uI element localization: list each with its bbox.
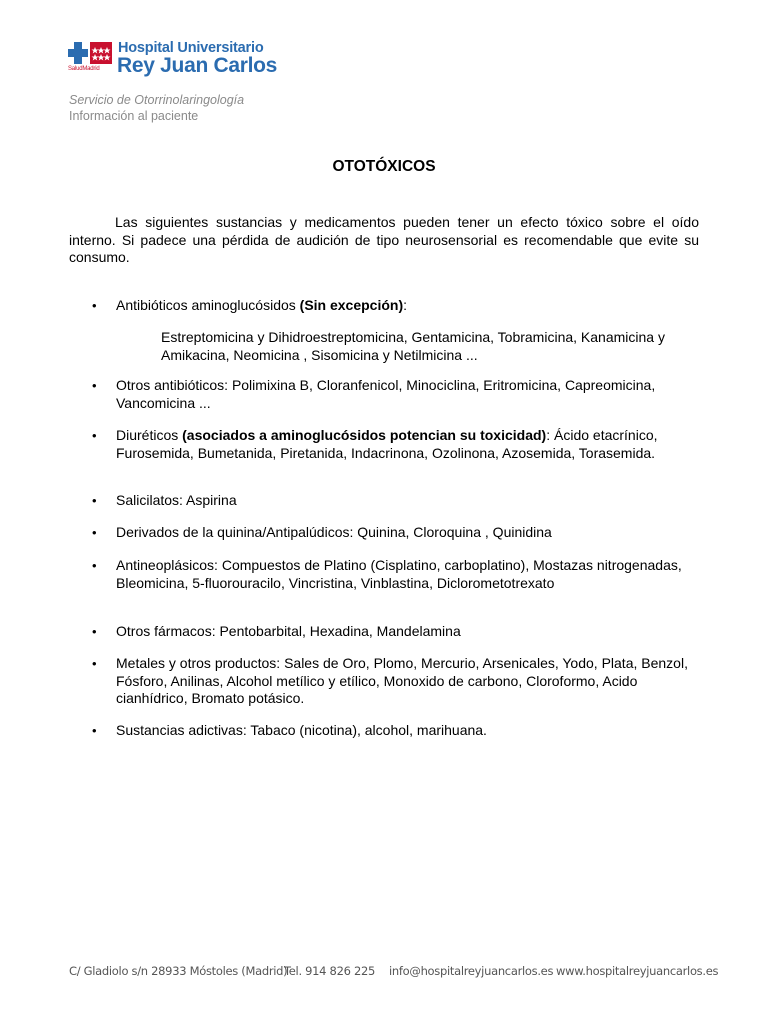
item-text: Antibióticos aminoglucósidos (116, 297, 300, 313)
item-text: : Ácido etacrínico, Furosemida, Bumetanida, Piretanida, Indacrinona, Ozolinona, Azosemida, Torasemida. (116, 427, 658, 461)
footer-website: www.hospitalreyjuancarlos.es (556, 964, 719, 978)
bullet: • (92, 624, 97, 639)
list-item: Metales y otros productos: Sales de Oro, Plomo, Mercurio, Arsenicales, Yodo, Plata, Benzol, Fósforo, Anilinas, Alcohol metílico y etílico, Monoxido de carbono, Cloroformo, Acido cianhídrico, Bromato potásico. (116, 655, 688, 706)
list-item: Salicilatos: Aspirina (116, 492, 237, 508)
info-label: Información al paciente (69, 109, 199, 123)
footer-address: C/ Gladiolo s/n 28933 Móstoles (Madrid) (69, 964, 288, 978)
list-item: Derivados de la quinina/Antipalúdicos: Quinina, Cloroquina , Quinidina (116, 524, 552, 540)
bullet: • (92, 558, 97, 573)
list-item: Otros antibióticos: Polimixina B, Cloranfenicol, Minociclina, Eritromicina, Capreomicina, Vancomicina ... (116, 377, 656, 411)
item-text: Diuréticos (116, 427, 183, 443)
logo-subtitle: SaludMadrid (68, 66, 100, 72)
item-emphasis: (Sin excepción) (299, 297, 404, 313)
list-item (116, 427, 711, 462)
logo-line1: Hospital Universitario (118, 40, 264, 56)
bullet: • (92, 298, 97, 313)
list-item: Otros fármacos: Pentobarbital, Hexadina, Mandelamina (116, 623, 461, 639)
bullet: • (92, 656, 97, 671)
aminoglucosidos-list: Estreptomicina y Dihidroestreptomicina, Gentamicina, Tobramicina, Kanamicina y Amikacina, Neomicina , Sisomicina y Netilmicina ... (161, 329, 665, 363)
list-item: Antineoplásicos: Compuestos de Platino (Cisplatino, carboplatino), Mostazas nitrogenadas, Bleomicina, 5-fluorouracilo, Vincristina, Vinblastina, Diclorometotrexato (116, 557, 682, 591)
list-item (116, 297, 711, 315)
item-emphasis: (asociados a aminoglucósidos potencian su toxicidad) (182, 427, 547, 443)
list-item: Sustancias adictivas: Tabaco (nicotina), alcohol, marihuana. (116, 722, 487, 738)
footer-phone: Tel. 914 826 225 (284, 964, 376, 978)
page-title: OTOTÓXICOS (332, 158, 436, 175)
bullet: • (92, 723, 97, 738)
footer-email: info@hospitalreyjuancarlos.es (389, 964, 554, 978)
intro-paragraph: Las siguientes sustancias y medicamentos pueden tener un efecto tóxico sobre el oído interno. Si padece una pérdida de audición de tipo neurosensorial es recomendable que evite su consumo. (69, 214, 699, 265)
service-name: Servicio de Otorrinolaringología (69, 93, 245, 107)
logo-line2: Rey Juan Carlos (117, 54, 278, 77)
item-text: : (403, 297, 408, 313)
bullet: • (92, 525, 97, 540)
bullet: • (92, 428, 97, 443)
bullet: • (92, 378, 97, 393)
hospital-logo (68, 40, 278, 76)
service-header (69, 92, 244, 124)
bullet: • (92, 493, 97, 508)
